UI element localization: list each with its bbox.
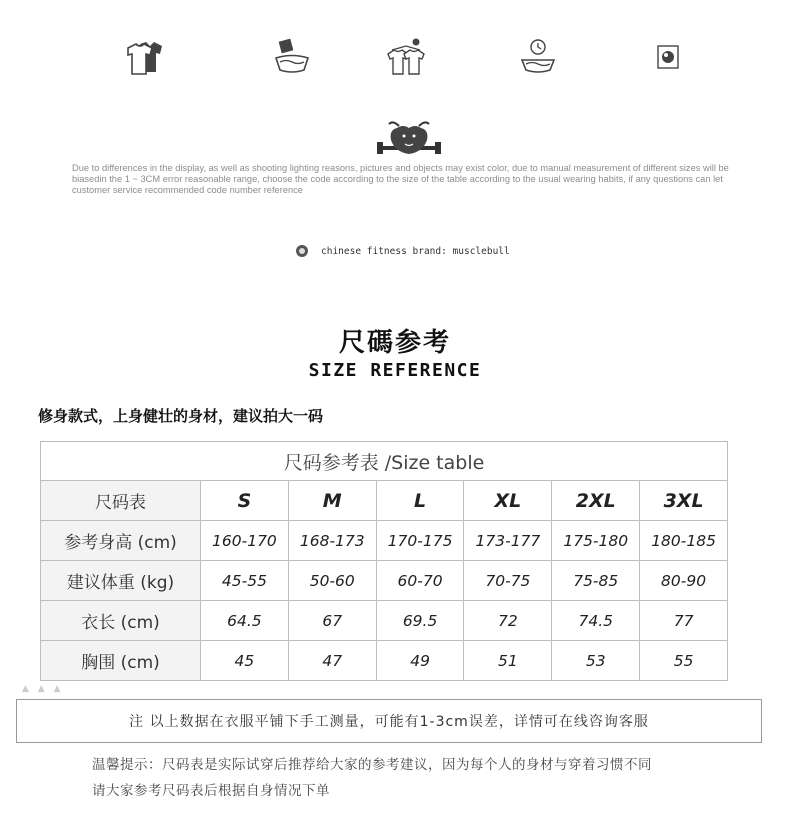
row-label: 胸围 (cm) bbox=[41, 641, 201, 681]
table-cell: 45-55 bbox=[201, 561, 289, 601]
table-cell: 45 bbox=[201, 641, 289, 681]
table-cell: 175-180 bbox=[552, 521, 640, 561]
table-cell: 51 bbox=[464, 641, 552, 681]
wash-temperature-icon bbox=[516, 38, 560, 78]
table-row bbox=[41, 561, 728, 601]
bull-bodybuilder-logo-icon bbox=[377, 118, 441, 160]
brand-text: chinese fitness brand: musclebull bbox=[321, 245, 510, 257]
table-cell: 160-170 bbox=[201, 521, 289, 561]
tip-line-2: 请大家参考尺码表后根据自身情况下单 bbox=[92, 783, 330, 799]
decorative-dots: ▲ ▲ ▲ bbox=[22, 684, 64, 694]
table-row bbox=[41, 641, 728, 681]
table-cell: 168-173 bbox=[288, 521, 376, 561]
fit-note: 修身款式，上身健壮的身材，建议拍大一码 bbox=[38, 407, 324, 425]
table-row bbox=[41, 521, 728, 561]
measurement-note: 注 以上数据在衣服平铺下手工测量，可能有1-3cm误差，详情可在线咨询客服 bbox=[129, 714, 649, 730]
table-cell: 69.5 bbox=[376, 601, 464, 641]
table-cell: 74.5 bbox=[552, 601, 640, 641]
table-cell: 53 bbox=[552, 641, 640, 681]
measurement-note-box bbox=[16, 699, 762, 743]
row-label: 衣长 (cm) bbox=[41, 601, 201, 641]
size-header: 2XL bbox=[552, 481, 640, 521]
hand-wash-icon bbox=[270, 38, 314, 78]
row-label: 参考身高 (cm) bbox=[41, 521, 201, 561]
header-label: 尺码表 bbox=[41, 481, 201, 521]
brand-logo-icon bbox=[296, 245, 308, 257]
size-header: 3XL bbox=[640, 481, 728, 521]
table-cell: 60-70 bbox=[376, 561, 464, 601]
table-cell: 80-90 bbox=[640, 561, 728, 601]
table-header-row bbox=[41, 481, 728, 521]
table-cell: 180-185 bbox=[640, 521, 728, 561]
table-cell: 50-60 bbox=[288, 561, 376, 601]
section-title-en: SIZE REFERENCE bbox=[308, 360, 482, 381]
table-cell: 77 bbox=[640, 601, 728, 641]
tshirt-pair-icon bbox=[124, 38, 168, 78]
table-cell: 47 bbox=[288, 641, 376, 681]
table-cell: 170-175 bbox=[376, 521, 464, 561]
tip-line-1: 温馨提示：尺码表是实际试穿后推荐给大家的参考建议，因为每个人的身材与穿着习惯不同 bbox=[92, 757, 652, 773]
table-cell: 75-85 bbox=[552, 561, 640, 601]
disclaimer-text: Due to differences in the display, as well as shooting lighting reasons, pictures and objects may exist color, due to manual measurement of different sizes will be biasedin the 1 ~ 3CM error reasonable range, choose the code according to the size of the table according to the usual wearing habits, if any questions can let customer service recommended code number reference bbox=[72, 163, 729, 195]
table-cell: 67 bbox=[288, 601, 376, 641]
hang-dry-icon bbox=[384, 38, 428, 78]
table-cell: 70-75 bbox=[464, 561, 552, 601]
no-tumble-dry-icon bbox=[646, 38, 690, 78]
section-title-cn: 尺碼参考 bbox=[338, 328, 451, 358]
size-header: S bbox=[201, 481, 289, 521]
table-cell: 49 bbox=[376, 641, 464, 681]
size-table bbox=[40, 441, 728, 681]
table-cell: 72 bbox=[464, 601, 552, 641]
table-cell: 64.5 bbox=[201, 601, 289, 641]
size-header: XL bbox=[464, 481, 552, 521]
size-header: M bbox=[288, 481, 376, 521]
table-row bbox=[41, 601, 728, 641]
size-header: L bbox=[376, 481, 464, 521]
table-cell: 173-177 bbox=[464, 521, 552, 561]
table-cell: 55 bbox=[640, 641, 728, 681]
brand-row bbox=[296, 243, 510, 259]
row-label: 建议体重 (kg) bbox=[41, 561, 201, 601]
table-caption: 尺码参考表 /Size table bbox=[41, 442, 728, 481]
